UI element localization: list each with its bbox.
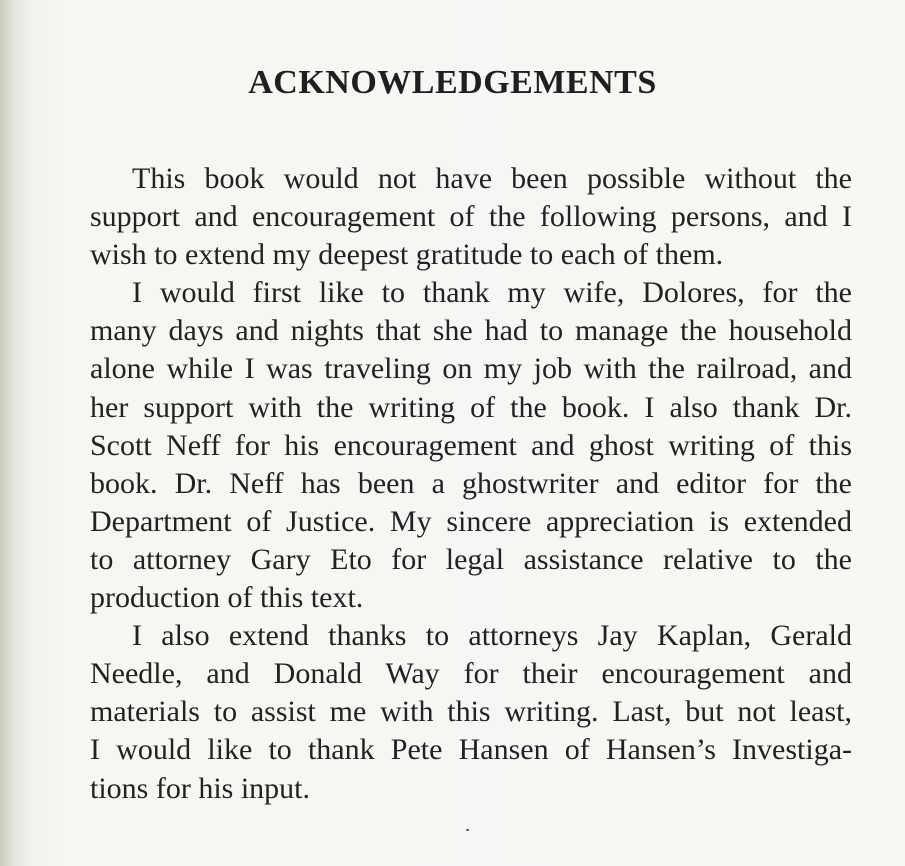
text-line: wish to extend my deepest gratitude to each of them. [90, 238, 724, 272]
text-line: materials to assist me with this writing. Last, but not least, [90, 695, 852, 729]
text-line: This book would not have been possible without the [132, 162, 852, 195]
text-line: many days and nights that she had to manage the household [90, 314, 852, 348]
text-line: production of this text. [90, 581, 364, 615]
text-line: Needle, and Donald Way for their encouragement and [90, 657, 852, 691]
text-line: her support with the writing of the book. I also thank Dr. [90, 390, 852, 424]
text-line: to attorney Gary Eto for legal assistance relative to the [90, 542, 852, 576]
text-line: support and encouragement of the following persons, and I [90, 200, 852, 234]
text-line: I would first like to thank my wife, Dolores, for the [132, 276, 852, 310]
print-speck [466, 829, 469, 831]
paragraph-2 [48, 274, 852, 617]
text-line: I would like to thank Pete Hansen of Hansen’s Investiga- [90, 733, 852, 767]
text-line: I also extend thanks to attorneys Jay Kaplan, Gerald [132, 619, 852, 653]
text-line: book. Dr. Neff has been a ghostwriter and editor for the [90, 466, 852, 500]
acknowledgements-body [48, 160, 852, 808]
paragraph-3 [48, 617, 852, 807]
page-title: ACKNOWLEDGEMENTS [248, 64, 657, 101]
text-line: Department of Justice. My sincere appreciation is extended [90, 504, 852, 538]
text-line: alone while I was traveling on my job with the railroad, and [90, 352, 852, 386]
text-line: Scott Neff for his encouragement and ghost writing of this [90, 428, 852, 462]
text-line: tions for his input. [90, 771, 311, 805]
paragraph-1 [48, 160, 852, 274]
